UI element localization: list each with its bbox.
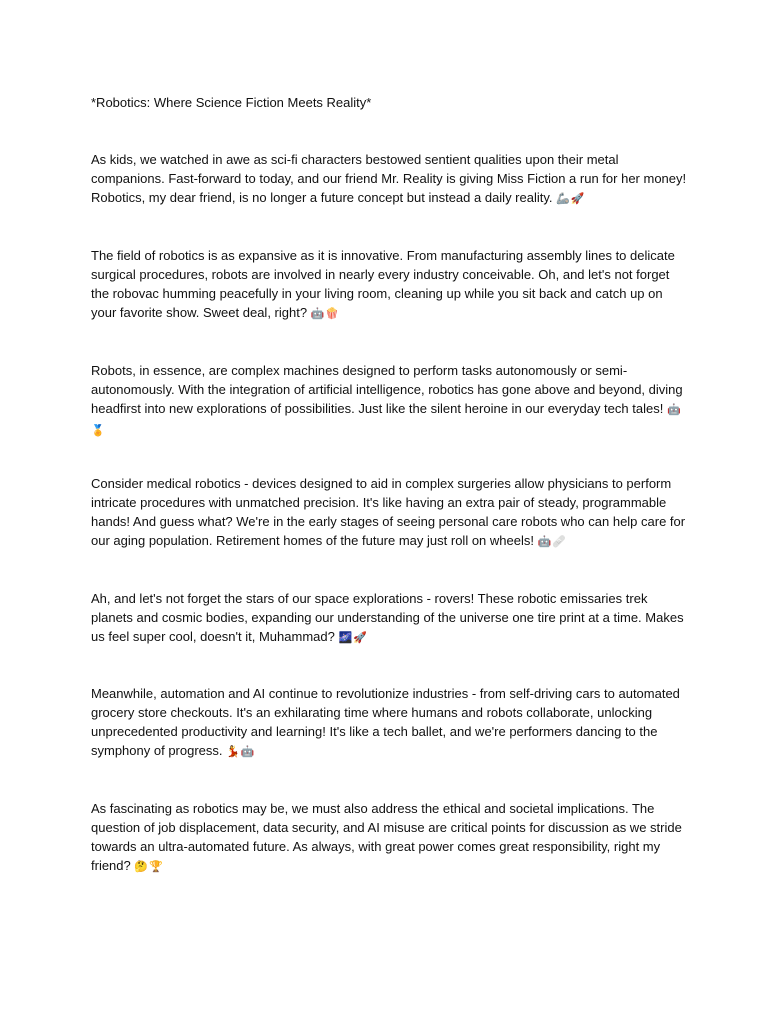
robot-bandage-emoji-icon: 🤖🩹	[537, 536, 567, 548]
robot-medal-emoji-icon: 🤖🏅	[91, 404, 682, 437]
paragraph-5	[91, 589, 691, 648]
paragraph-3-text: Robots, in essence, are complex machines designed to perform tasks autonomously or semi-autonomously. With the integration of artificial intelligence, robotics has gone above and beyond, diving headfirst into new explorations of possibilities. Just like the silent heroine in our everyday tech tales!	[91, 363, 683, 416]
paragraph-1-text: As kids, we watched in awe as sci-fi characters bestowed sentient qualities upon their metal companions. Fast-forward to today, and our friend Mr. Reality is giving Miss Fiction a run for her money! Robotics, my dear friend, is no longer a future concept but instead a daily reality.	[91, 152, 687, 205]
paragraph-4-text: Consider medical robotics - devices designed to aid in complex surgeries allow physicians to perform intricate procedures with unmatched precision. It's like having an extra pair of steady, programmable hands! And guess what? We're in the early stages of seeing personal care robots who can help care for our aging population. Retirement homes of the future may just roll on wheels!	[91, 476, 686, 548]
paragraph-2	[91, 246, 691, 324]
paragraph-6-text: Meanwhile, automation and AI continue to revolutionize industries - from self-driving cars to automated grocery store checkouts. It's an exhilarating time where humans and robots collaborate, unlocking unprecedented productivity and learning! It's like a tech ballet, and we're performers dancing to the symphony of progress.	[91, 686, 680, 758]
paragraph-1	[91, 150, 691, 209]
paragraph-7	[91, 799, 691, 877]
document-title: *Robotics: Where Science Fiction Meets Reality*	[91, 95, 372, 110]
robot-popcorn-emoji-icon: 🤖🍿	[310, 308, 341, 320]
galaxy-rocket-emoji-icon: 🌌🚀	[338, 632, 368, 644]
thinking-trophy-emoji-icon: 🤔🏆	[134, 861, 164, 873]
paragraph-6	[91, 684, 691, 762]
dancer-robot-emoji-icon: 💃🤖	[226, 746, 256, 758]
robot-arm-rocket-emoji-icon: 🦾🚀	[556, 193, 586, 205]
paragraph-7-text: As fascinating as robotics may be, we must also address the ethical and societal implications. The question of job displacement, data security, and AI misuse are critical points for discussion as we stride towards an ultra-automated future. As always, with great power comes great responsibility, right my friend?	[91, 801, 682, 873]
paragraph-3	[91, 361, 691, 441]
paragraph-4	[91, 474, 691, 552]
paragraph-5-text: Ah, and let's not forget the stars of our space explorations - rovers! These robotic emissaries trek planets and cosmic bodies, expanding our understanding of the universe one tire print at a time. Makes us feel super cool, doesn't it, Muhammad?	[91, 591, 684, 644]
paragraph-2-text: The field of robotics is as expansive as it is innovative. From manufacturing assembly lines to delicate surgical procedures, robots are involved in nearly every industry conceivable. Oh, and let's not forget the robovac humming peacefully in your living room, cleaning up while you sit back and catch up on your favorite show. Sweet deal, right?	[91, 248, 675, 320]
